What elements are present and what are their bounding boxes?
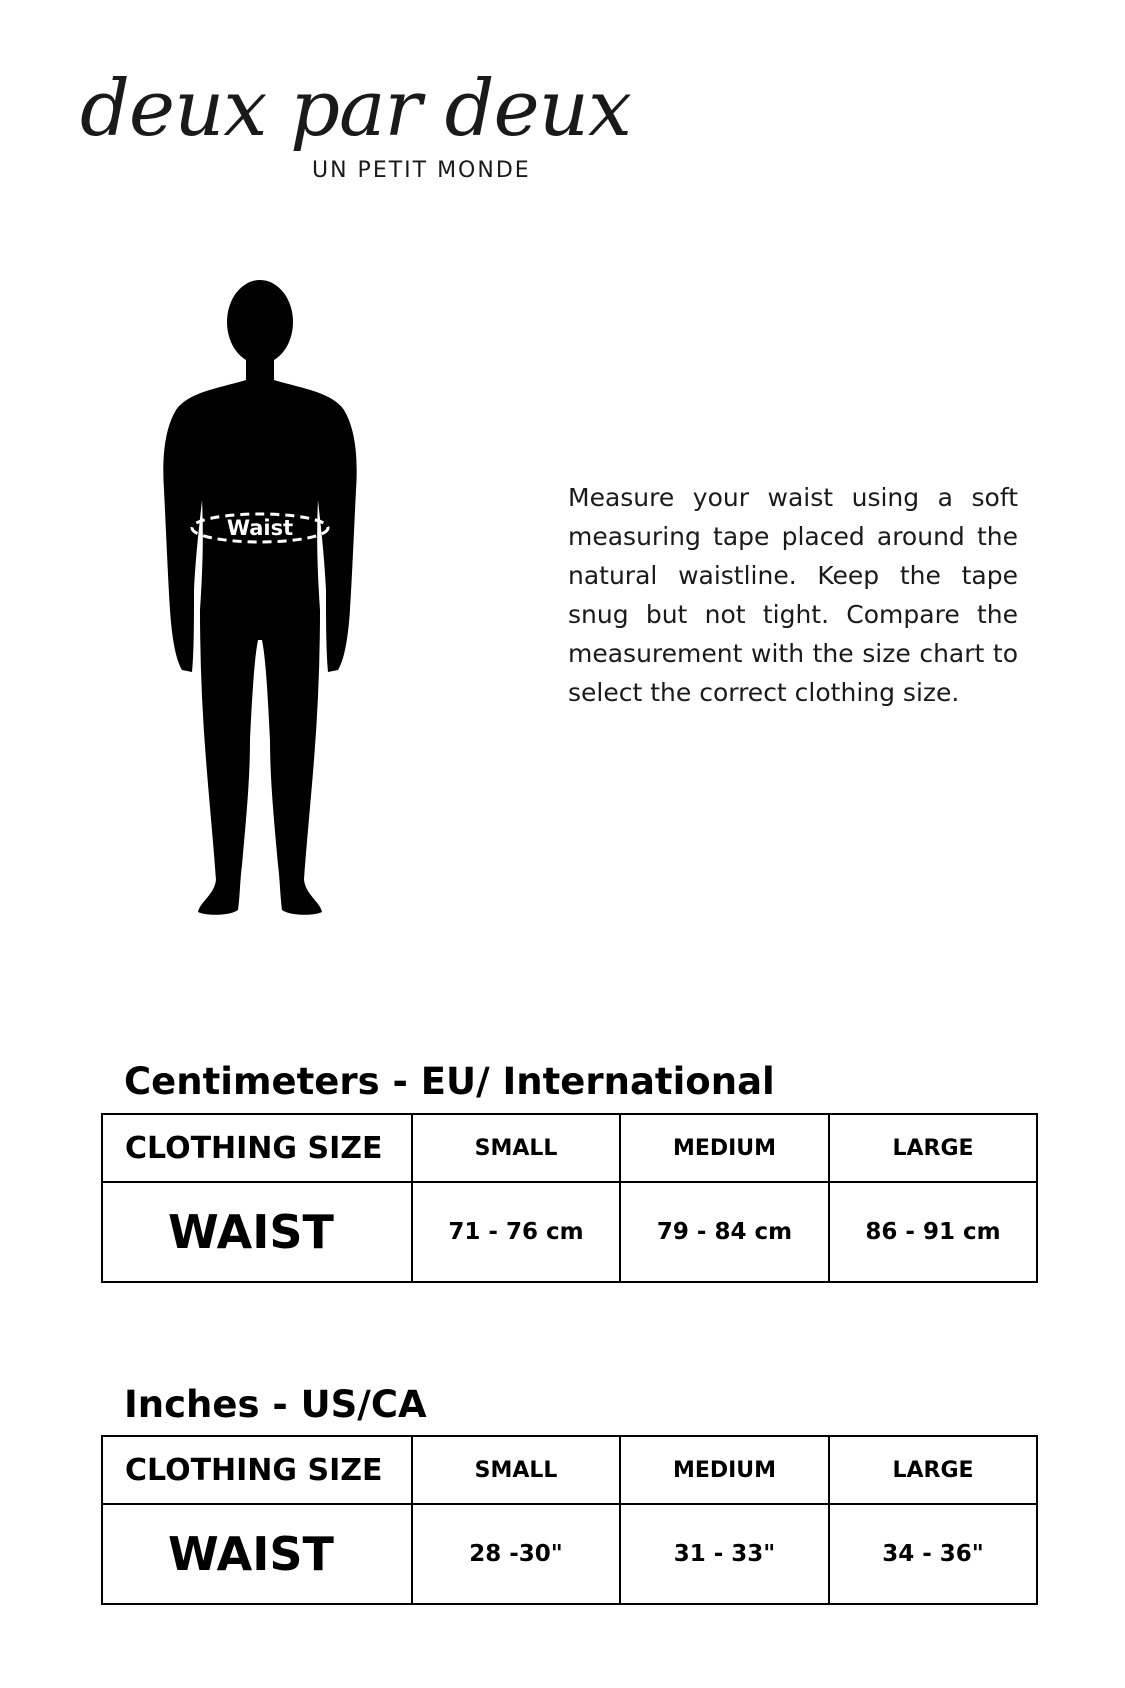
waist-row-label: WAIST bbox=[102, 1182, 412, 1282]
waist-small-value: 28 -30" bbox=[412, 1504, 620, 1604]
table-title-centimeters: Centimeters - EU/ International bbox=[124, 1060, 775, 1103]
waist-large-value: 34 - 36" bbox=[829, 1504, 1037, 1604]
logo-script-text: deux par deux bbox=[80, 64, 631, 154]
table-title-inches: Inches - US/CA bbox=[124, 1383, 427, 1426]
column-large: LARGE bbox=[829, 1436, 1037, 1504]
waist-medium-value: 31 - 33" bbox=[620, 1504, 829, 1604]
column-large: LARGE bbox=[829, 1114, 1037, 1182]
size-table-centimeters bbox=[101, 1113, 1038, 1283]
waist-row-label: WAIST bbox=[102, 1504, 412, 1604]
waist-label: Waist bbox=[226, 516, 294, 540]
body-figure bbox=[150, 280, 370, 960]
clothing-size-label: CLOTHING SIZE bbox=[102, 1114, 412, 1182]
table-header-row bbox=[102, 1114, 1037, 1182]
measuring-instructions: Measure your waist using a soft measuring tape placed around the natural waistline. Keep the tape snug but not tight. Compare the measurement with the size chart to select the correct clothing size. bbox=[568, 483, 1018, 707]
waist-medium-value: 79 - 84 cm bbox=[620, 1182, 829, 1282]
logo-tagline: UN PETIT MONDE bbox=[312, 158, 531, 183]
column-medium: MEDIUM bbox=[620, 1436, 829, 1504]
column-small: SMALL bbox=[412, 1436, 620, 1504]
size-table-inches bbox=[101, 1435, 1038, 1605]
human-silhouette-icon bbox=[150, 280, 370, 960]
table-row bbox=[102, 1504, 1037, 1604]
waist-large-value: 86 - 91 cm bbox=[829, 1182, 1037, 1282]
table-row bbox=[102, 1182, 1037, 1282]
waist-small-value: 71 - 76 cm bbox=[412, 1182, 620, 1282]
clothing-size-label: CLOTHING SIZE bbox=[102, 1436, 412, 1504]
column-medium: MEDIUM bbox=[620, 1114, 829, 1182]
table-header-row bbox=[102, 1436, 1037, 1504]
column-small: SMALL bbox=[412, 1114, 620, 1182]
brand-logo bbox=[80, 64, 631, 190]
